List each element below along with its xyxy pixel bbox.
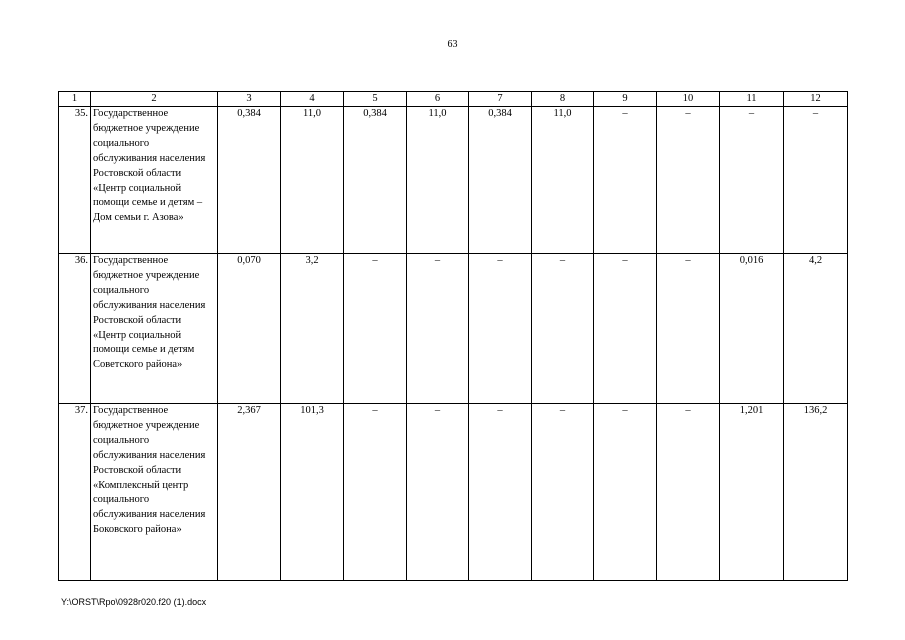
- column-header: 11: [720, 92, 784, 107]
- table-cell: 11,0: [407, 107, 469, 254]
- table-cell: 0,016: [720, 254, 784, 404]
- table-cell: –: [594, 254, 657, 404]
- column-header: 10: [657, 92, 720, 107]
- table-cell: 4,2: [784, 254, 848, 404]
- table-cell: 2,367: [218, 404, 281, 581]
- table-cell: 1,201: [720, 404, 784, 581]
- institution-name: Государственное бюджетное учреждение социального обслуживания населения Ростовской области «Центр социальной помощи семье и детям Советского района»: [91, 254, 218, 404]
- column-header: 12: [784, 92, 848, 107]
- row-number: 35.: [59, 107, 91, 254]
- table-cell: 101,3: [281, 404, 344, 581]
- table-cell: –: [784, 107, 848, 254]
- table-cell: –: [469, 254, 532, 404]
- table-row: [59, 404, 848, 581]
- table-cell: 11,0: [532, 107, 594, 254]
- table-cell: 0,070: [218, 254, 281, 404]
- table-cell: –: [657, 107, 720, 254]
- page-number: 63: [447, 39, 458, 50]
- column-header: 5: [344, 92, 407, 107]
- table-cell: 136,2: [784, 404, 848, 581]
- table-cell: –: [657, 404, 720, 581]
- table-cell: –: [407, 404, 469, 581]
- column-header: 6: [407, 92, 469, 107]
- table-cell: –: [469, 404, 532, 581]
- institution-name: Государственное бюджетное учреждение социального обслуживания населения Ростовской области «Комплексный центр социального обслуживания населения Боковского района»: [91, 404, 218, 581]
- data-table: [58, 91, 848, 581]
- table-cell: –: [532, 404, 594, 581]
- footer-file-path: Y:\ORST\Rpo\0928r020.f20 (1).docx: [61, 597, 207, 607]
- table-cell: –: [407, 254, 469, 404]
- table-header-row: [59, 92, 848, 107]
- column-header: 8: [532, 92, 594, 107]
- table-cell: 3,2: [281, 254, 344, 404]
- column-header: 7: [469, 92, 532, 107]
- column-header: 1: [59, 92, 91, 107]
- table-row: [59, 107, 848, 254]
- table-cell: –: [532, 254, 594, 404]
- table-cell: 0,384: [344, 107, 407, 254]
- institution-name: Государственное бюджетное учреждение социального обслуживания населения Ростовской области «Центр социальной помощи семье и детям – Дом семьи г. Азова»: [91, 107, 218, 254]
- row-number: 36.: [59, 254, 91, 404]
- table-cell: –: [594, 107, 657, 254]
- table-cell: –: [720, 107, 784, 254]
- table-cell: 0,384: [218, 107, 281, 254]
- column-header: 9: [594, 92, 657, 107]
- table-cell: –: [344, 404, 407, 581]
- table-cell: –: [657, 254, 720, 404]
- column-header: 3: [218, 92, 281, 107]
- column-header: 2: [91, 92, 218, 107]
- row-number: 37.: [59, 404, 91, 581]
- table-cell: 11,0: [281, 107, 344, 254]
- table-cell: 0,384: [469, 107, 532, 254]
- table-cell: –: [344, 254, 407, 404]
- column-header: 4: [281, 92, 344, 107]
- table-cell: –: [594, 404, 657, 581]
- table-row: [59, 254, 848, 404]
